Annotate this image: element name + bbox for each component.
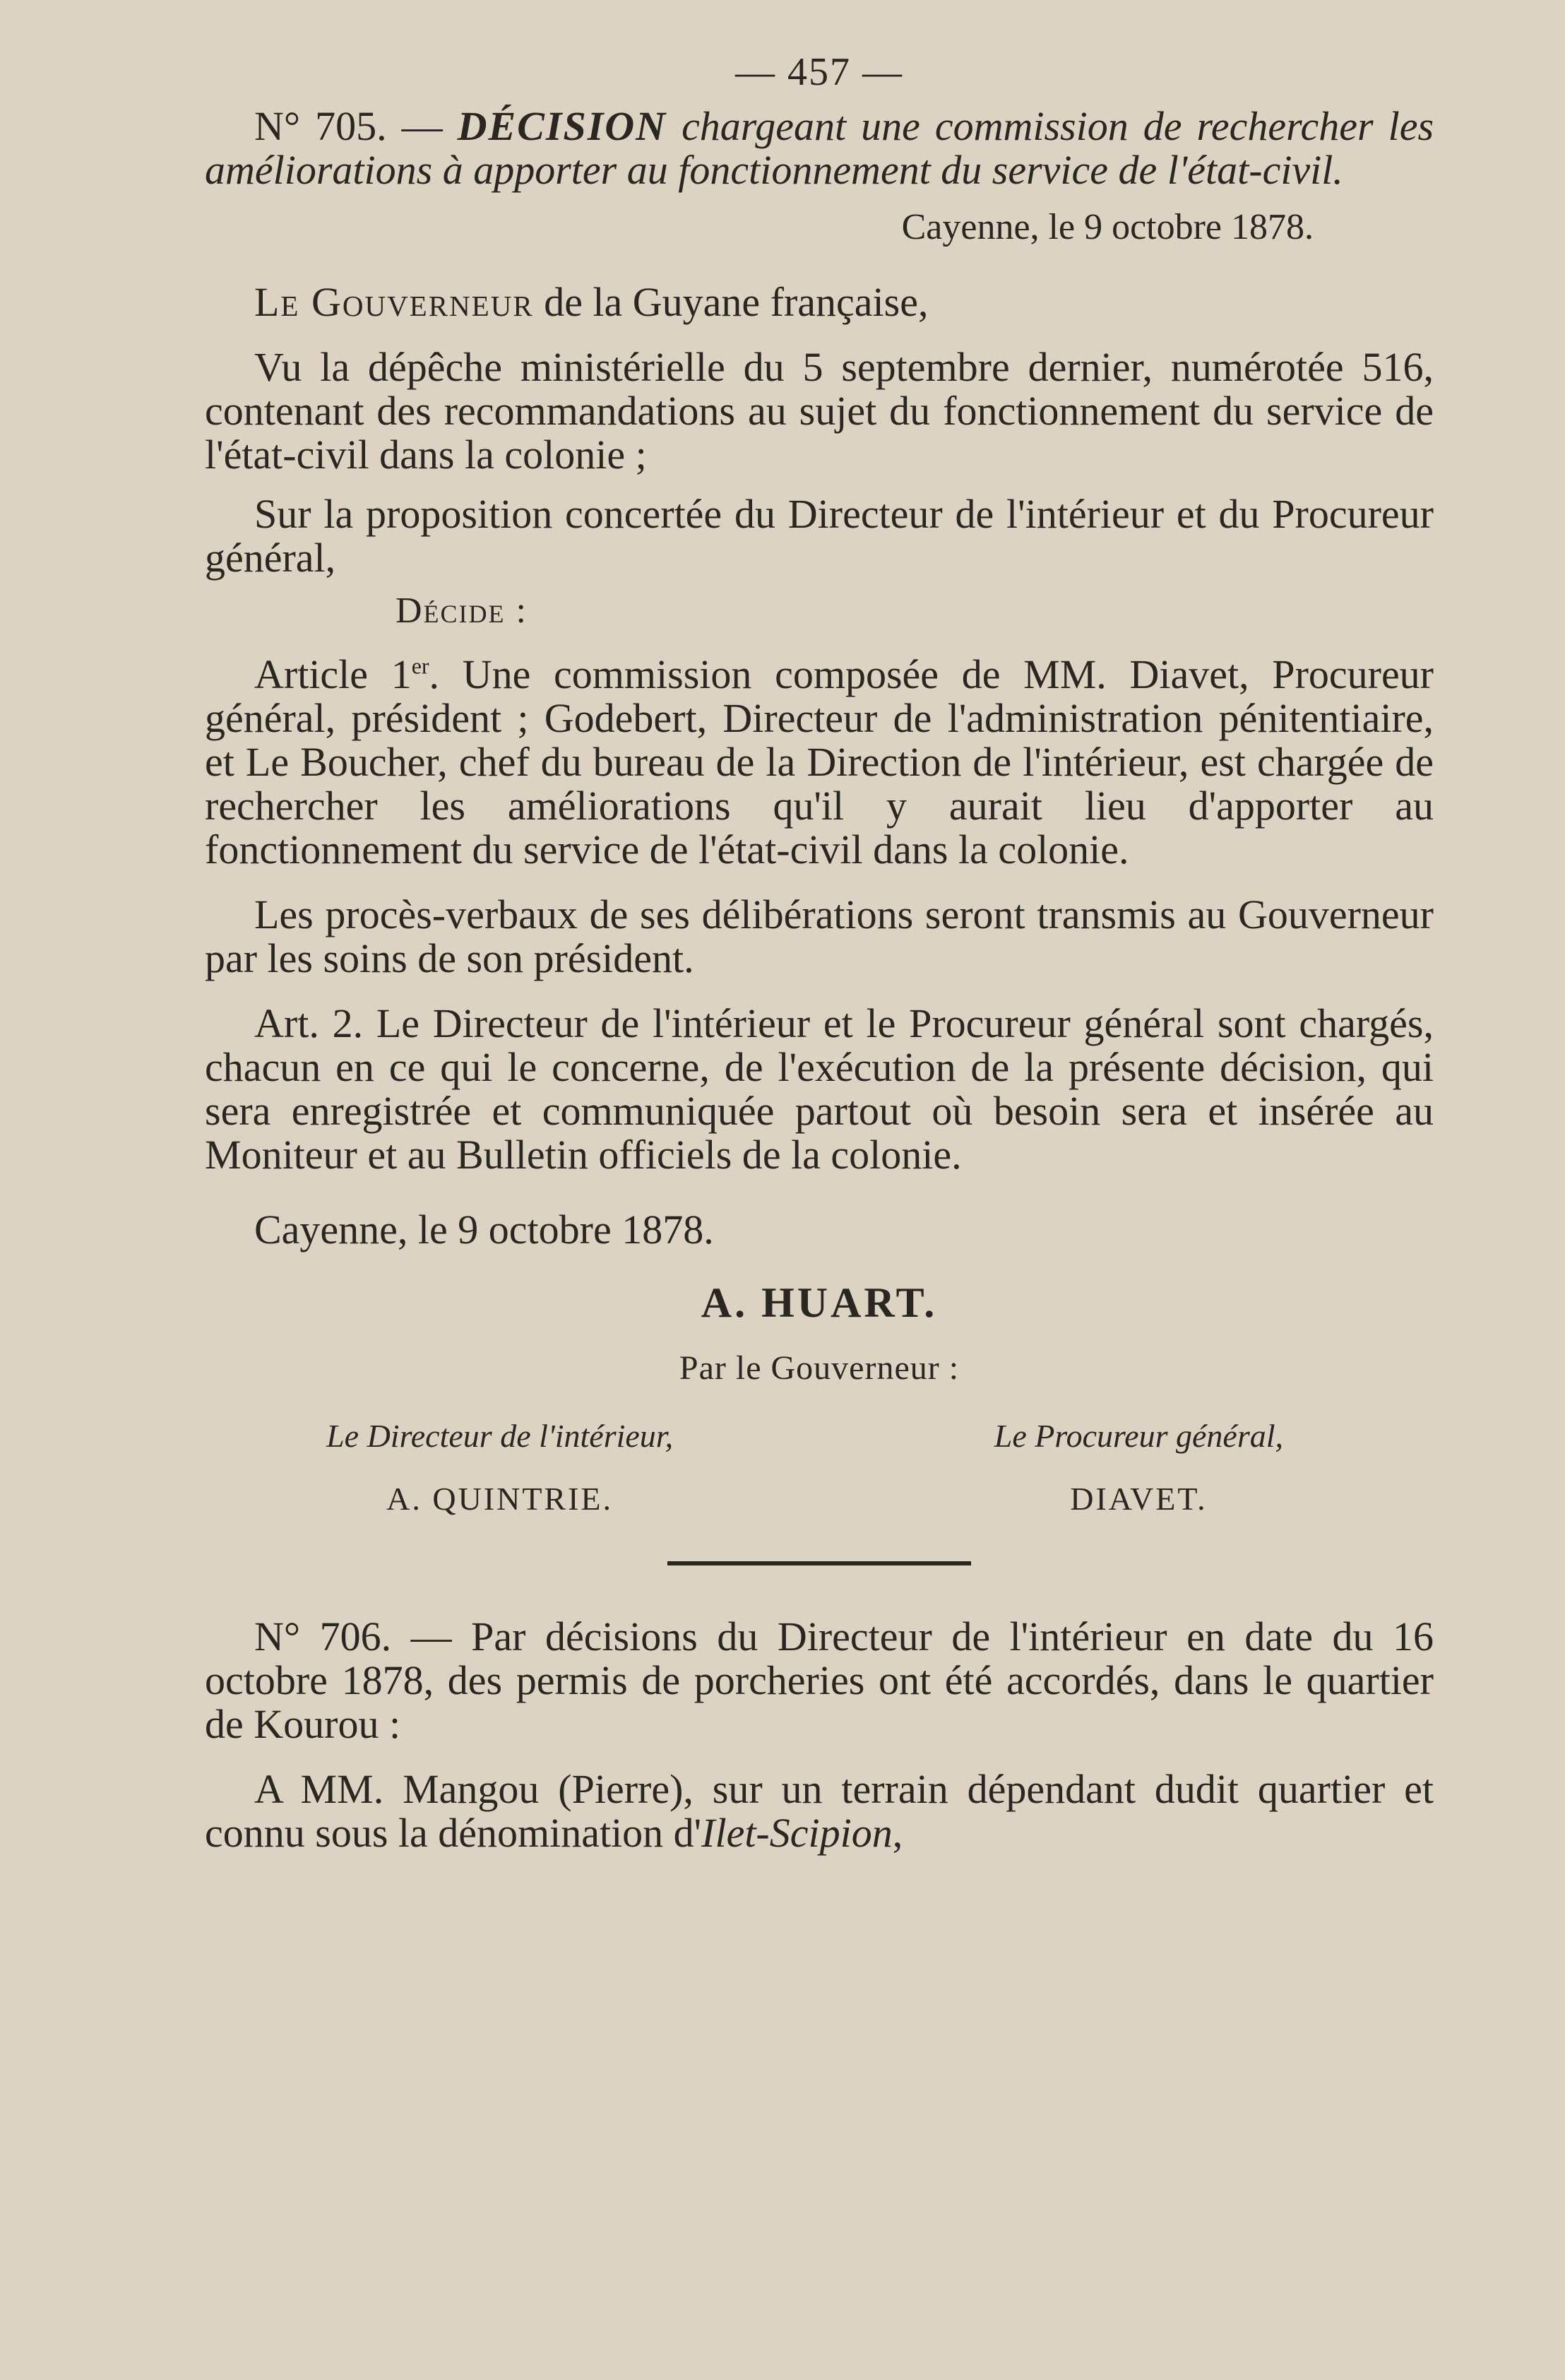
signatory-name: A. HUART. bbox=[701, 1279, 938, 1326]
par-le-gouverneur: Par le Gouverneur : bbox=[679, 1349, 960, 1387]
article-1-para-2: Les procès-verbaux de ses délibérations seront transmis au Gouverneur par les soins de son président. bbox=[205, 892, 1434, 981]
decision-705-title-word: DÉCISION bbox=[457, 103, 667, 149]
decision-706-place-name: Ilet-Scipion bbox=[701, 1810, 893, 1856]
governor-rest: de la Guyane française, bbox=[544, 279, 929, 325]
decision-706-intro: N° 706. — Par décisions du Directeur de l'intérieur en date du 16 octobre 1878, des permis de porcheries ont été accordés, dans le quartier de Kourou : bbox=[205, 1614, 1434, 1747]
left-role: Le Directeur de l'intérieur, bbox=[326, 1418, 674, 1454]
decide-heading: Décide : bbox=[395, 591, 528, 631]
right-role: Le Procureur général, bbox=[994, 1418, 1284, 1454]
article-1-sup: er bbox=[411, 653, 429, 679]
closing-place-date: Cayenne, le 9 octobre 1878. bbox=[254, 1207, 714, 1253]
considerant-2: Sur la proposition concertée du Directeur de l'intérieur et du Procureur général, bbox=[205, 491, 1434, 581]
decision-706-para bbox=[205, 1768, 1434, 1855]
left-name: A. QUINTRIE. bbox=[386, 1481, 614, 1517]
decision-705-title: chargeant une commission de rechercher les améliorations à apporter au fonctionnement du service de l'état-civil. bbox=[205, 103, 1434, 193]
article-1-text: . Une commission composée de MM. Diavet, Procureur général, président ; Godebert, Directeur de l'administration pénitentiaire, et Le Boucher, chef du bureau de la Direction de l'intérieur, est chargée de rechercher les améliorations qu'il y aurait lieu d'apporter au fonctionnement du service de l'état-civil dans la colonie. bbox=[205, 651, 1434, 872]
article-1 bbox=[205, 653, 1434, 872]
document-page bbox=[205, 49, 1434, 1855]
countersignatures bbox=[205, 1417, 1434, 1517]
decision-706-para-prefix: A MM. Mangou (Pierre), sur un terrain dépendant dudit quartier et connu sous la dénomination d' bbox=[205, 1766, 1434, 1856]
decision-705-number: N° 705. — bbox=[254, 103, 443, 149]
right-name: DIAVET. bbox=[1070, 1481, 1208, 1517]
decision-705-place-date: Cayenne, le 9 octobre 1878. bbox=[901, 207, 1314, 247]
page-number: — 457 — bbox=[735, 50, 903, 94]
governor-line bbox=[205, 280, 1434, 324]
governor-prefix: Le Gouverneur bbox=[254, 279, 534, 325]
article-1-label: Article 1 bbox=[254, 651, 412, 697]
decision-706-para-suffix: , bbox=[892, 1810, 903, 1856]
decision-705-heading bbox=[205, 105, 1434, 192]
section-separator bbox=[667, 1561, 971, 1565]
countersignature-right bbox=[844, 1417, 1434, 1517]
considerant-1: Vu la dépêche ministérielle du 5 septembre dernier, numérotée 516, contenant des recommandations au sujet du fonctionnement du service de l'état-civil dans la colonie ; bbox=[205, 344, 1434, 478]
countersignature-left bbox=[205, 1417, 795, 1517]
article-2: Art. 2. Le Directeur de l'intérieur et le Procureur général sont chargés, chacun en ce qui le concerne, de l'exécution de la présente décision, qui sera enregistrée et communiquée partout où besoin sera et insérée au Moniteur et au Bulletin officiels de la colonie. bbox=[205, 1000, 1434, 1178]
